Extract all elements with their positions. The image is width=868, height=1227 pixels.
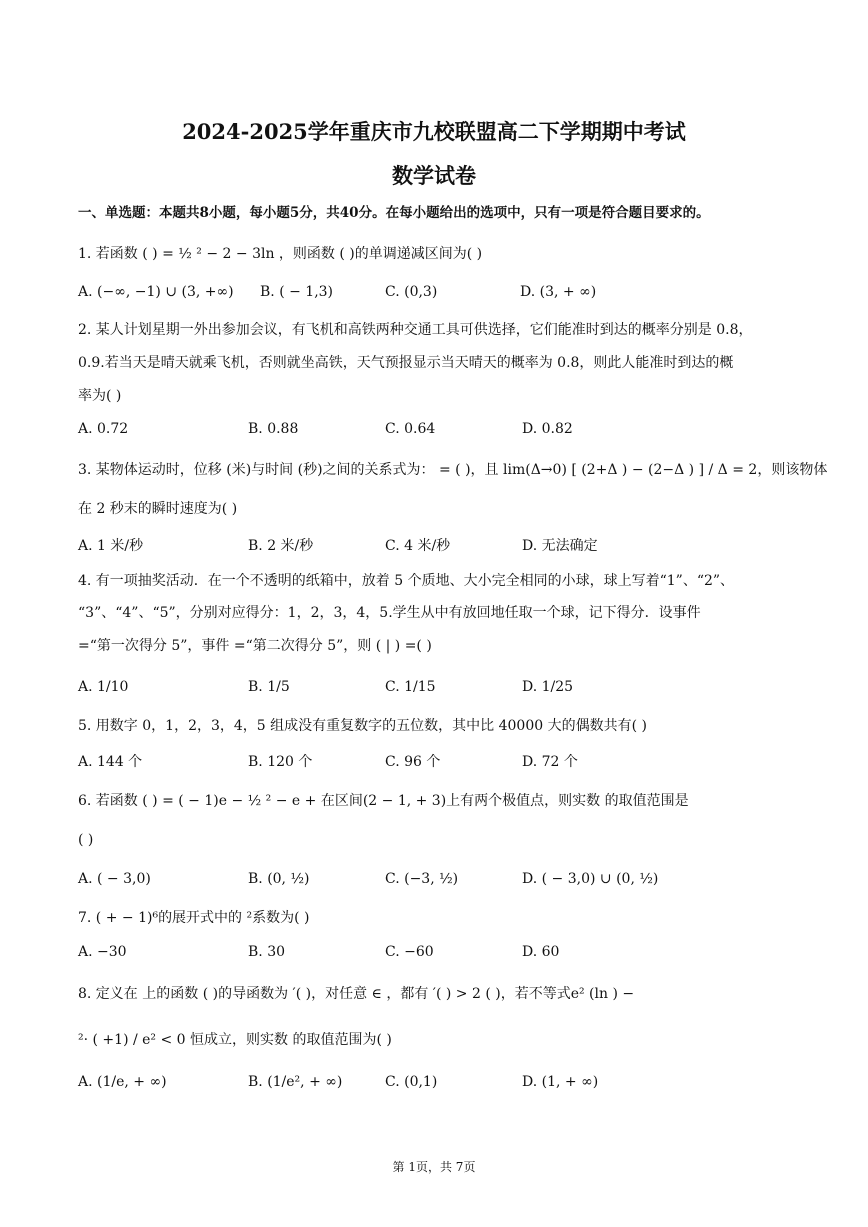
question-5-option-b[interactable]: B. 120 个 xyxy=(248,754,313,770)
question-6-option-d[interactable]: D. ( − 3,0) ∪ (0, ½) xyxy=(522,871,659,887)
question-6-line-1: 6. 若函数 ( ) = ( − 1)e − ½ ² − e + 在区间(2 − 1, + 3)上有两个极值点，则实数 的取值范围是 xyxy=(78,793,689,809)
question-3-line-1: 3. 某物体运动时，位移 (米)与时间 (秒)之间的关系式为： = ( )，且 lim(Δ→0) [ (2+Δ ) − (2−Δ ) ] / Δ = 2，则该物体 xyxy=(78,462,828,478)
question-5-option-d[interactable]: D. 72 个 xyxy=(522,754,578,770)
question-8-line-2: ²· ( +1) / e² < 0 恒成立，则实数 的取值范围为( ) xyxy=(78,1032,392,1048)
question-6-option-c[interactable]: C. (−3, ½) xyxy=(385,871,459,887)
question-1-option-c[interactable]: C. (0,3) xyxy=(385,284,438,300)
question-1-option-a[interactable]: A. (−∞, −1) ∪ (3, +∞) xyxy=(78,284,234,300)
question-4-option-d[interactable]: D. 1/25 xyxy=(522,679,574,695)
question-8-option-b[interactable]: B. (1/e², + ∞) xyxy=(248,1074,343,1090)
question-6-line-2: ( ) xyxy=(78,832,94,848)
page-footer: 第 1页，共 7页 xyxy=(392,1160,476,1174)
question-8-option-d[interactable]: D. (1, + ∞) xyxy=(522,1074,599,1090)
question-4-option-a[interactable]: A. 1/10 xyxy=(78,679,129,695)
question-7-option-d[interactable]: D. 60 xyxy=(522,944,560,960)
question-1-option-b[interactable]: B. ( − 1,3) xyxy=(260,284,334,300)
question-2-option-b[interactable]: B. 0.88 xyxy=(248,421,299,437)
question-3-option-d[interactable]: D. 无法确定 xyxy=(522,538,598,554)
question-8-option-c[interactable]: C. (0,1) xyxy=(385,1074,438,1090)
exam-title: 2024-2025学年重庆市九校联盟高二下学期期中考试 xyxy=(182,119,686,144)
question-2-line-3: 率为( ) xyxy=(78,388,122,404)
question-2-line-2: 0.9.若当天是晴天就乘飞机，否则就坐高铁，天气预报显示当天晴天的概率为 0.8，则此人能准时到达的概 xyxy=(78,355,734,371)
question-7-line-1: 7. ( + − 1)⁶的展开式中的 ²系数为( ) xyxy=(78,910,310,926)
question-5-option-a[interactable]: A. 144 个 xyxy=(78,754,143,770)
question-4-line-1: 4. 有一项抽奖活动．在一个不透明的纸箱中，放着 5 个质地、大小完全相同的小球，球上写着“1”、“2”、 xyxy=(78,573,735,589)
question-6-option-a[interactable]: A. ( − 3,0) xyxy=(78,871,151,887)
question-2-option-d[interactable]: D. 0.82 xyxy=(522,421,573,437)
question-2-line-1: 2. 某人计划星期一外出参加会议，有飞机和高铁两种交通工具可供选择，它们能准时到达的概率分别是 0.8， xyxy=(78,322,753,338)
question-3-option-a[interactable]: A. 1 米/秒 xyxy=(78,538,144,554)
question-4-option-c[interactable]: C. 1/15 xyxy=(385,679,436,695)
question-4-line-2: “3”、“4”、“5”，分别对应得分：1，2，3，4，5.学生从中有放回地任取一个球，记下得分．设事件 xyxy=(78,605,701,621)
question-7-option-b[interactable]: B. 30 xyxy=(248,944,286,960)
question-3-option-c[interactable]: C. 4 米/秒 xyxy=(385,538,451,554)
question-4-option-b[interactable]: B. 1/5 xyxy=(248,679,290,695)
question-7-option-a[interactable]: A. −30 xyxy=(78,944,127,960)
question-3-option-b[interactable]: B. 2 米/秒 xyxy=(248,538,314,554)
question-2-option-a[interactable]: A. 0.72 xyxy=(78,421,129,437)
question-8-option-a[interactable]: A. (1/e, + ∞) xyxy=(78,1074,167,1090)
question-4-line-3: =“第一次得分 5”，事件 =“第二次得分 5”，则 ( | ) =( ) xyxy=(78,638,432,654)
question-2-option-c[interactable]: C. 0.64 xyxy=(385,421,436,437)
section-heading: 一、单选题：本题共8小题，每小题5分，共40分。在每小题给出的选项中，只有一项是符合题目要求的。 xyxy=(78,205,710,221)
question-7-option-c[interactable]: C. −60 xyxy=(385,944,434,960)
question-6-option-b[interactable]: B. (0, ½) xyxy=(248,871,310,887)
exam-subtitle: 数学试卷 xyxy=(392,163,476,188)
question-1-option-d[interactable]: D. (3, + ∞) xyxy=(520,284,597,300)
question-1-line-1: 1. 若函数 ( ) = ½ ² − 2 − 3ln ，则函数 ( )的单调递减区间为( ) xyxy=(78,246,483,262)
question-5-line-1: 5. 用数字 0，1，2，3，4，5 组成没有重复数字的五位数，其中比 40000 大的偶数共有( ) xyxy=(78,718,647,734)
question-8-line-1: 8. 定义在 上的函数 ( )的导函数为 ′( )，对任意 ∈ ，都有 ′( ) > 2 ( )，若不等式e² (ln ) − xyxy=(78,986,635,1002)
question-3-line-2: 在 2 秒末的瞬时速度为( ) xyxy=(78,501,238,517)
question-5-option-c[interactable]: C. 96 个 xyxy=(385,754,441,770)
